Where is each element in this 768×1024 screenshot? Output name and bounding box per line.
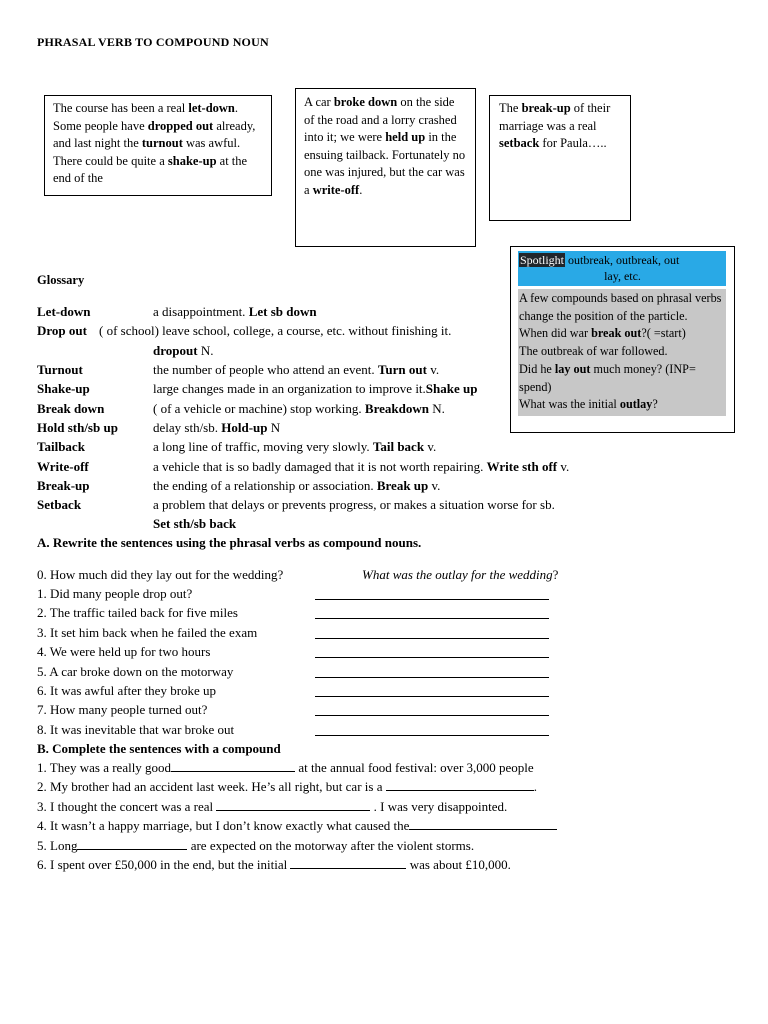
text-run: v.: [428, 478, 441, 493]
text-run: Did he: [519, 361, 555, 376]
text-run: large changes made in an organization to improve it.: [153, 381, 426, 396]
section-b-sentence: [37, 797, 507, 816]
text-run: much money? (INP= spend): [519, 361, 696, 394]
answer-blank[interactable]: [315, 618, 549, 619]
answer-blank[interactable]: [77, 836, 187, 850]
example-text-box-3: [489, 95, 631, 221]
answer-blank[interactable]: [315, 657, 549, 658]
text-run: . Some people have: [53, 101, 239, 133]
section-b-sentence: [37, 816, 557, 835]
answer-blank[interactable]: [315, 735, 549, 736]
text-run: a problem that delays or prevents progress, or makes a situation worse for sb.: [153, 497, 555, 512]
example-text-box-2: [295, 88, 476, 247]
section-a-question: 2. The traffic tailed back for five miles: [37, 605, 238, 621]
text-run: N: [267, 420, 281, 435]
bold-term: Turn out: [377, 362, 427, 377]
glossary-term: Break-up: [37, 478, 90, 493]
answer-blank[interactable]: [315, 677, 549, 678]
text-run: already, and last night the: [53, 118, 256, 150]
answer-blank[interactable]: [216, 797, 370, 811]
bold-term: lay out: [554, 361, 591, 376]
section-a-question: 4. We were held up for two hours: [37, 644, 211, 660]
text-run: on the side of the road and a lorry crashed into it; we were: [304, 95, 457, 144]
glossary-term: Drop out: [37, 323, 87, 338]
answer-blank[interactable]: [386, 777, 534, 791]
example-text-box-1: [44, 95, 272, 196]
spotlight-line: [519, 343, 725, 361]
text-run: a disappointment.: [153, 304, 249, 319]
glossary-definition: [153, 457, 569, 476]
glossary-term: Shake-up: [37, 381, 90, 396]
sentence-start: 2. My brother had an accident last week. He’s all right, but car is a: [37, 779, 386, 795]
section-a-example: 0. How much did they lay out for the wedding?: [37, 567, 284, 582]
text-run: v.: [426, 362, 440, 377]
glossary-definition: [153, 360, 439, 379]
sentence-end: at the annual food festival: over 3,000 people: [295, 760, 534, 775]
text-run: The course has been a real: [53, 101, 189, 115]
spotlight-line: [519, 361, 725, 396]
text-run: at the end of the: [53, 153, 248, 185]
text-run: N.: [428, 401, 445, 416]
section-a-question: 6. It was awful after they broke up: [37, 683, 217, 698]
text-run: a long line of traffic, moving very slowly.: [153, 439, 373, 454]
bold-term: Breakdown: [364, 401, 429, 416]
bold-term: Set sth/sb back: [153, 516, 237, 531]
bold-term: Tail back: [372, 439, 425, 454]
sentence-end: .: [533, 779, 537, 795]
text-run: ( of school) leave school, college, a course, etc. without finishing it.: [99, 323, 452, 338]
bold-term: Hold-up: [221, 420, 268, 435]
glossary-term: Tailback: [37, 439, 85, 454]
glossary-definition: [153, 495, 555, 514]
spotlight-header-text-2: lay, etc.: [604, 269, 641, 283]
text-run: delay sth/sb.: [153, 420, 222, 435]
sentence-start: 4. It wasn’t a happy marriage, but I don’t know exactly what caused the: [37, 818, 410, 834]
bold-term: turnout: [141, 136, 183, 150]
spotlight-header: [518, 251, 726, 286]
answer-blank[interactable]: [315, 715, 549, 716]
text-run: .: [359, 182, 363, 197]
glossary-term: Turnout: [37, 362, 83, 377]
glossary-definition: [153, 302, 317, 321]
glossary-term: Hold sth/sb up: [37, 420, 118, 435]
answer-blank[interactable]: [315, 599, 549, 600]
text-run: of their marriage was a real: [499, 101, 611, 133]
section-b-sentence: [37, 855, 511, 874]
glossary-definition: [153, 418, 280, 437]
answer-blank[interactable]: [409, 816, 557, 830]
section-b-heading: B. Complete the sentences with a compound: [37, 741, 281, 756]
glossary-definition: [153, 476, 440, 495]
bold-term: break out: [591, 326, 642, 341]
sentence-start: 6. I spent over £50,000 in the end, but the initial: [37, 857, 291, 872]
text-run: for Paula…..: [539, 136, 607, 150]
sentence-start: 5. Long: [37, 837, 78, 853]
spotlight-line: [519, 396, 725, 414]
section-b-sentence: [37, 758, 534, 777]
sentence-end: are expected on the motorway after the violent storms.: [187, 837, 475, 853]
bold-term: Let sb down: [248, 304, 317, 319]
bold-term: setback: [499, 136, 540, 150]
sentence-end: . I was very disappointed.: [370, 798, 508, 814]
spotlight-header-text: outbreak, outbreak, out: [568, 253, 680, 267]
text-run: in the ensuing tailback. Fortunately no one was injured, but the car was a: [304, 130, 466, 197]
text-run: The: [499, 101, 522, 115]
sentence-start: 1. They was a really good: [37, 760, 172, 775]
bold-term: let-down: [188, 101, 235, 115]
section-a-heading: A. Rewrite the sentences using the phrasal verbs as compound nouns.: [37, 535, 422, 550]
text-run: ?( =start): [641, 326, 686, 341]
glossary-heading: Glossary: [37, 273, 85, 287]
answer-blank[interactable]: [290, 855, 406, 869]
section-a-question: 7. How many people turned out?: [37, 702, 208, 718]
spotlight-label: Spotlight: [520, 253, 565, 267]
text-run: v.: [557, 459, 570, 474]
text-run: ?: [652, 397, 658, 412]
glossary-term: Break down: [37, 401, 105, 416]
text-run: When did war: [519, 326, 592, 341]
bold-term: break-up: [521, 101, 571, 115]
text-run: A car: [304, 95, 334, 109]
bold-term: shake-up: [167, 153, 217, 168]
glossary-definition: [153, 399, 445, 418]
spotlight-body: [518, 289, 726, 416]
glossary-definition: [153, 341, 213, 360]
bold-term: dropped out: [147, 118, 214, 133]
section-a-question: 3. It set him back when he failed the exam: [37, 624, 258, 640]
text-run: ( of a vehicle or machine) stop working.: [153, 401, 365, 416]
section-b-sentence: [37, 836, 474, 855]
section-a-question: 8. It was inevitable that war broke out: [37, 721, 235, 737]
bold-term: broke down: [333, 95, 398, 109]
sentence-start: 3. I thought the concert was a real: [37, 798, 217, 814]
bold-term: dropout: [153, 343, 198, 358]
text-run: a vehicle that is so badly damaged that it is not worth repairing.: [153, 459, 487, 474]
bold-term: Write sth off: [486, 459, 558, 474]
bold-term: outlay: [619, 397, 653, 412]
answer-blank[interactable]: [315, 696, 549, 697]
spotlight-box: [510, 246, 735, 433]
sentence-end: was about £10,000.: [406, 857, 511, 872]
glossary-term: Let-down: [37, 304, 91, 319]
text-run: The outbreak of war followed.: [519, 344, 668, 359]
text-run: A few compounds based on phrasal verbs change the position of the particle.: [519, 291, 722, 323]
glossary-term: Write-off: [37, 459, 89, 474]
text-run: the ending of a relationship or association.: [153, 478, 377, 493]
text-run: N.: [197, 343, 214, 358]
bold-term: Break up: [376, 478, 429, 493]
section-a-question: 5. A car broke down on the motorway: [37, 663, 234, 679]
page-title: PHRASAL VERB TO COMPOUND NOUN: [37, 35, 269, 49]
spotlight-line: [519, 290, 725, 325]
glossary-definition: [153, 437, 436, 456]
answer-blank[interactable]: [171, 758, 295, 772]
section-a-question: 1. Did many people drop out?: [37, 586, 193, 601]
text-run: was awful. There could be quite a: [53, 136, 241, 168]
glossary-definition: [99, 321, 451, 340]
glossary-definition: [153, 379, 477, 398]
bold-term: write-off: [312, 182, 360, 197]
section-a-example-answer: What was the outlay for the wedding?: [362, 567, 559, 582]
glossary-definition: [153, 514, 236, 533]
text-run: the number of people who attend an event.: [153, 362, 378, 377]
bold-term: Shake up: [425, 381, 478, 396]
text-run: What was the initial: [519, 397, 620, 412]
section-b-sentence: [37, 777, 537, 796]
spotlight-line: [519, 325, 725, 343]
answer-blank[interactable]: [315, 638, 549, 639]
bold-term: held up: [385, 130, 426, 144]
text-run: v.: [424, 439, 437, 454]
glossary-term: Setback: [37, 497, 82, 512]
